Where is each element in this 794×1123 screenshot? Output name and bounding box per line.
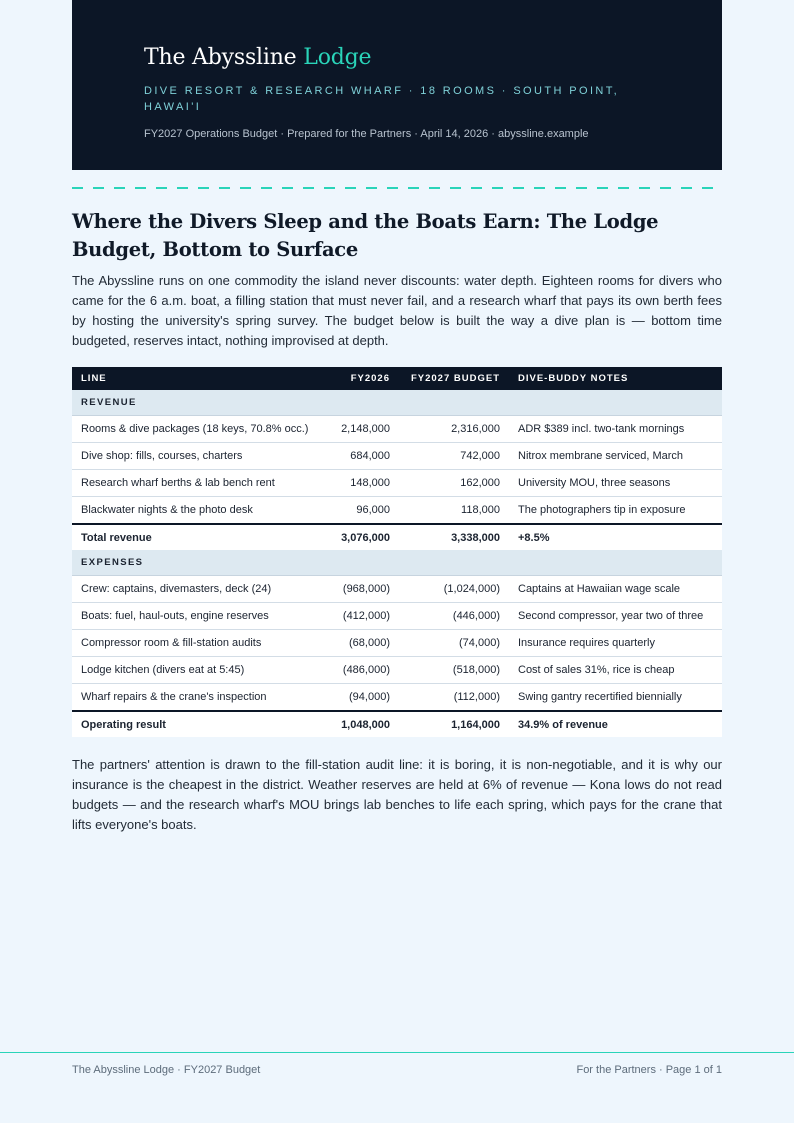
row-line: Compressor room & fill-station audits [72,630,331,657]
masthead [72,0,722,170]
table-row [72,684,722,712]
row-line: Dive shop: fills, courses, charters [72,443,331,470]
column-header-fy2027: FY2027 BUDGET [399,367,509,390]
section-label: REVENUE [72,390,722,416]
row-fy2027: (74,000) [399,630,509,657]
table-header-row [72,367,722,390]
row-line: Wharf repairs & the crane's inspection [72,684,331,712]
brand-accent: Lodge [303,45,372,70]
row-fy2027: 3,338,000 [399,524,509,550]
brand-name [144,44,722,72]
row-fy2027: (446,000) [399,603,509,630]
row-line: Research wharf berths & lab bench rent [72,470,331,497]
row-fy2027: (112,000) [399,684,509,712]
total-revenue-row [72,524,722,550]
row-fy2026: (68,000) [331,630,399,657]
row-fy2027: 2,316,000 [399,416,509,443]
table-row [72,630,722,657]
row-fy2026: 148,000 [331,470,399,497]
row-fy2026: 684,000 [331,443,399,470]
row-notes: The photographers tip in exposure [509,497,722,525]
brand-main: The Abyssline [144,45,304,70]
column-header-line: LINE [72,367,331,390]
column-header-fy2026: FY2026 [331,367,399,390]
row-fy2027: 742,000 [399,443,509,470]
section-label: EXPENSES [72,550,722,576]
footer-right: For the Partners · Page 1 of 1 [576,1064,722,1076]
row-fy2027: (518,000) [399,657,509,684]
row-line: Boats: fuel, haul-outs, engine reserves [72,603,331,630]
table-row [72,657,722,684]
row-fy2026: 2,148,000 [331,416,399,443]
row-notes: Second compressor, year two of three [509,603,722,630]
row-notes: ADR $389 incl. two-tank mornings [509,416,722,443]
row-fy2026: 1,048,000 [331,711,399,737]
row-notes: Nitrox membrane serviced, March [509,443,722,470]
row-line: Total revenue [72,524,331,550]
operating-result-row [72,711,722,737]
row-notes: Insurance requires quarterly [509,630,722,657]
column-header-notes: DIVE-BUDDY NOTES [509,367,722,390]
row-line: Operating result [72,711,331,737]
row-line: Blackwater nights & the photo desk [72,497,331,525]
row-line: Lodge kitchen (divers eat at 5:45) [72,657,331,684]
row-fy2026: (968,000) [331,576,399,603]
row-line: Rooms & dive packages (18 keys, 70.8% occ.) [72,416,331,443]
table-row [72,603,722,630]
row-fy2026: 3,076,000 [331,524,399,550]
row-notes: Swing gantry recertified biennially [509,684,722,712]
row-fy2027: (1,024,000) [399,576,509,603]
row-fy2027: 1,164,000 [399,711,509,737]
row-notes: +8.5% [509,524,722,550]
row-notes: University MOU, three seasons [509,470,722,497]
row-notes: Cost of sales 31%, rice is cheap [509,657,722,684]
tagline: DIVE RESORT & RESEARCH WHARF · 18 ROOMS · SOUTH POINT, HAWAI'I [144,85,620,113]
section-row-revenue [72,390,722,416]
row-fy2026: 96,000 [331,497,399,525]
row-fy2027: 162,000 [399,470,509,497]
row-fy2026: (94,000) [331,684,399,712]
footer-left: The Abyssline Lodge · FY2027 Budget [72,1064,261,1076]
table-row [72,416,722,443]
table-row [72,470,722,497]
row-notes: Captains at Hawaiian wage scale [509,576,722,603]
intro-paragraph: The Abyssline runs on one commodity the island never discounts: water depth. Eighteen rooms for divers who came for the 6 a.m. boat, a filling station that must never fail, and a research wharf that pays its own berth fees by hosting the university's spring survey. The budget below is built the way a dive plan is — bottom time budgeted, reserves intact, nothing improvised at depth. [72,273,722,348]
table-row [72,497,722,525]
row-fy2027: 118,000 [399,497,509,525]
table-row [72,443,722,470]
row-line: Crew: captains, divemasters, deck (24) [72,576,331,603]
row-notes: 34.9% of revenue [509,711,722,737]
closing-paragraph: The partners' attention is drawn to the fill-station audit line: it is boring, it is non-negotiable, and it is why our insurance is the cheapest in the district. Weather reserves are held at 6% of revenue — Kona lows do not read budgets — and the research wharf's MOU brings lab benches to life each spring, which pays for the crane that lifts everyone's boats. [72,757,722,832]
document-meta: FY2027 Operations Budget · Prepared for the Partners · April 14, 2026 · abyssline.example [144,128,589,140]
table-row [72,576,722,603]
row-fy2026: (412,000) [331,603,399,630]
article-title: Where the Divers Sleep and the Boats Earn: The Lodge Budget, Bottom to Surface [72,210,659,261]
dashed-divider [72,187,722,189]
budget-table [72,367,722,737]
section-row-expenses [72,550,722,576]
row-fy2026: (486,000) [331,657,399,684]
footer-divider [0,1052,794,1053]
